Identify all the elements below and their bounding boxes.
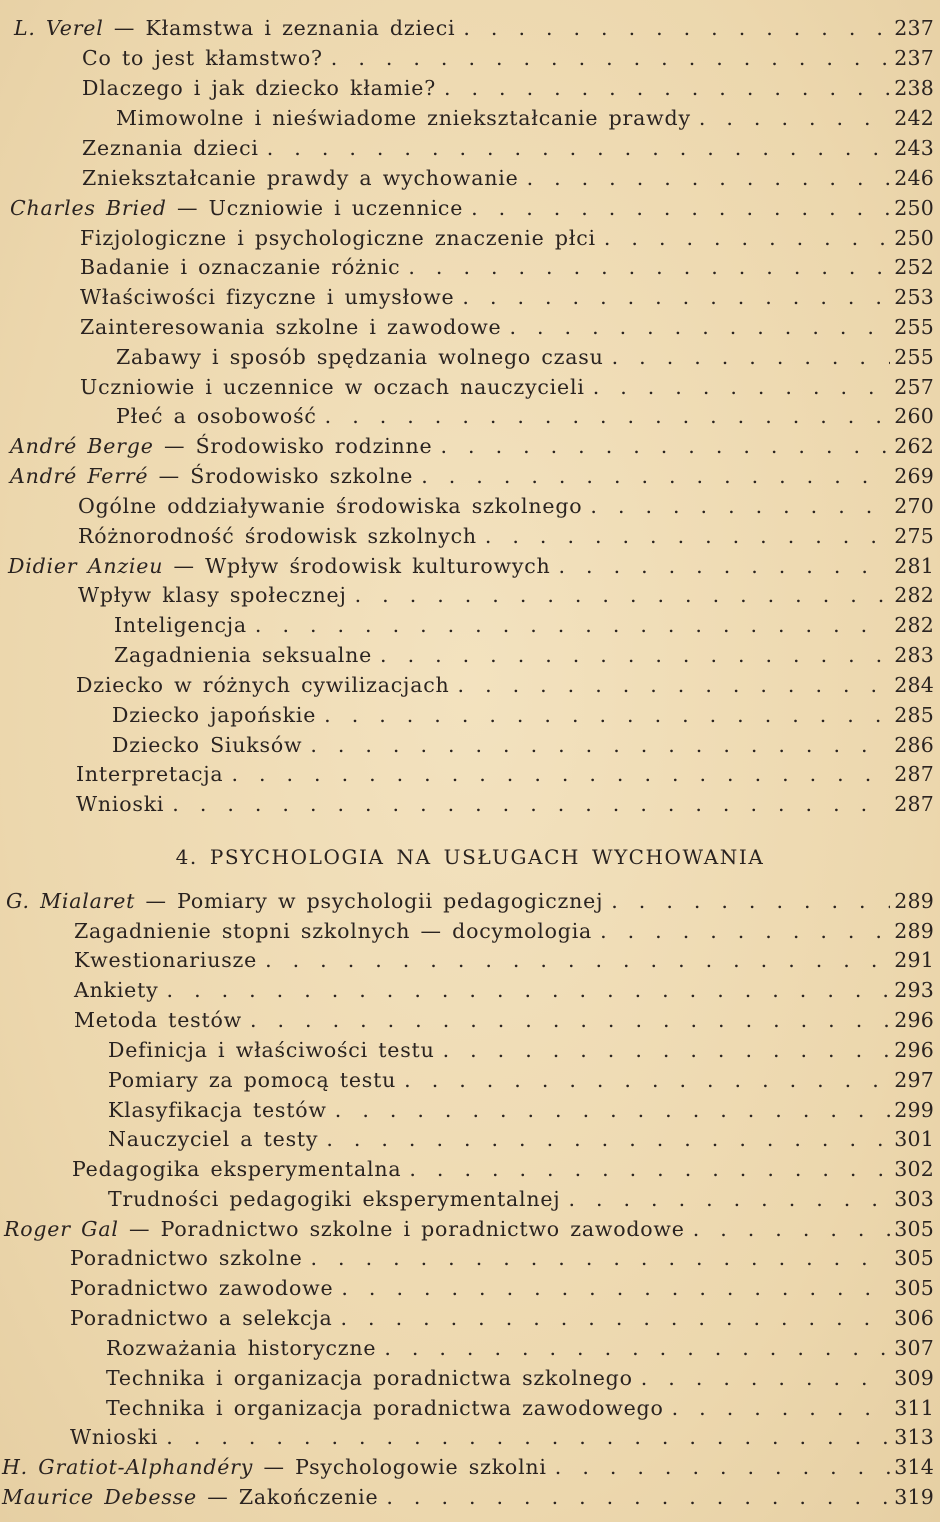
toc-entry [78, 580, 934, 610]
entry-title: Trudności pedagogiki eksperymentalnej [108, 1187, 561, 1211]
entry-title: Inteligencja [114, 613, 247, 637]
toc-entry [108, 1184, 934, 1214]
page-number: 243 [894, 136, 934, 160]
entry-title: Dlaczego i jak dziecko kłamie? [82, 76, 436, 100]
page-number: 255 [894, 345, 934, 369]
dot-leader [409, 1154, 890, 1184]
toc-entry [106, 1363, 934, 1393]
page-number: 270 [894, 494, 934, 518]
dot-leader [250, 1005, 890, 1035]
toc-entry [82, 43, 934, 73]
entry-title: Mimowolne i nieświadome zniekształcanie prawdy [116, 106, 691, 130]
toc-entry [106, 1333, 934, 1363]
page-number: 282 [894, 613, 934, 637]
page-number: 287 [894, 762, 934, 786]
toc-entry [112, 730, 934, 760]
entry-author: G. Mialaret [6, 889, 136, 913]
page-number: 250 [894, 226, 934, 250]
dot-leader [559, 551, 891, 581]
toc-entry [78, 491, 934, 521]
entry-title: Badanie i oznaczanie różnic [80, 255, 401, 279]
page-number: 282 [894, 583, 934, 607]
page-number: 257 [894, 375, 934, 399]
page-number: 237 [894, 16, 934, 40]
entry-title: Poradnictwo a selekcja [70, 1306, 333, 1330]
toc-entry [80, 282, 934, 312]
toc-entry [108, 1124, 934, 1154]
page-number: 313 [894, 1425, 934, 1449]
dot-leader [641, 1363, 891, 1393]
page-number: 260 [894, 404, 934, 428]
entry-author: Charles Bried [10, 196, 167, 220]
page-number: 255 [894, 315, 934, 339]
page-number: 242 [894, 106, 934, 130]
dot-leader [267, 133, 891, 163]
toc-chapter-entry [2, 1452, 934, 1482]
toc-entry [76, 759, 934, 789]
page-number: 250 [894, 196, 934, 220]
dot-leader [527, 163, 891, 193]
toc-chapter-entry [10, 431, 934, 461]
entry-title: Właściwości fizyczne i umysłowe [80, 285, 455, 309]
toc-entry [74, 945, 934, 975]
author-separator: — [253, 1455, 296, 1479]
toc-entry [72, 1154, 934, 1184]
entry-author: André Berge [10, 434, 154, 458]
dot-leader [341, 1303, 891, 1333]
author-separator: — [153, 434, 196, 458]
dot-leader [604, 223, 890, 253]
toc-entry [80, 223, 934, 253]
entry-author: H. Gratiot-Alphandéry [2, 1455, 254, 1479]
dot-leader [355, 580, 891, 610]
entry-title: Nauczyciel a testy [108, 1127, 319, 1151]
toc-chapter-entry [10, 461, 934, 491]
toc-entry [108, 1095, 934, 1125]
dot-leader [384, 1333, 890, 1363]
entry-title: Zakończenie [238, 1485, 379, 1509]
dot-leader [699, 103, 890, 133]
dot-leader [471, 193, 890, 223]
page-number: 302 [894, 1157, 934, 1181]
entry-title: Klasyfikacja testów [108, 1098, 327, 1122]
page-number: 297 [894, 1068, 934, 1092]
dot-leader [167, 975, 891, 1005]
entry-title: Rozważania historyczne [106, 1336, 377, 1360]
page-number: 314 [894, 1455, 934, 1479]
page-number: 281 [894, 554, 934, 578]
dot-leader [693, 1214, 891, 1244]
toc-entry [74, 1005, 934, 1035]
entry-author: André Ferré [10, 464, 149, 488]
entry-title: Dziecko Siuksów [112, 733, 303, 757]
dot-leader [324, 700, 890, 730]
dot-leader [421, 461, 890, 491]
toc-entry [80, 252, 934, 282]
entry-title: Dziecko w różnych cywilizacjach [76, 673, 450, 697]
entry-title: Płeć a osobowość [116, 404, 317, 428]
dot-leader [600, 916, 890, 946]
dot-leader [166, 1422, 890, 1452]
entry-title: Środowisko szkolne [190, 464, 414, 488]
section-heading: 4. PSYCHOLOGIA NA USŁUGACH WYCHOWANIA [175, 845, 765, 869]
dot-leader [325, 401, 891, 431]
entry-title: Wnioski [70, 1425, 159, 1449]
dot-leader [255, 610, 890, 640]
entry-title: Pomiary w psychologii pedagogicznej [177, 889, 604, 913]
page-number: 269 [894, 464, 934, 488]
entry-title: Różnorodność środowisk szkolnych [78, 524, 477, 548]
entry-title: Pomiary za pomocą testu [108, 1068, 397, 1092]
toc-entry [78, 521, 934, 551]
entry-title: Kłamstwa i zeznania dzieci [145, 16, 456, 40]
toc-entry [112, 700, 934, 730]
page-number: 252 [894, 255, 934, 279]
page-number: 305 [894, 1217, 934, 1241]
page-number: 284 [894, 673, 934, 697]
entry-title: Zeznania dzieci [82, 136, 259, 160]
toc-chapter-entry [2, 1482, 934, 1512]
toc-chapter-entry [10, 193, 934, 223]
page-number: 296 [894, 1038, 934, 1062]
entry-title: Wnioski [76, 792, 165, 816]
dot-leader [231, 759, 890, 789]
dot-leader [310, 730, 890, 760]
dot-leader [462, 282, 890, 312]
toc-entry [74, 975, 934, 1005]
entry-title: Poradnictwo zawodowe [70, 1276, 334, 1300]
dot-leader [326, 1124, 890, 1154]
toc-entry [70, 1243, 934, 1273]
toc-entry [114, 610, 934, 640]
dot-leader [443, 1035, 891, 1065]
dot-leader [593, 372, 891, 402]
toc-entry [108, 1065, 934, 1095]
page-number: 246 [894, 166, 934, 190]
entry-title: Zagadnienia seksualne [114, 643, 373, 667]
toc-entry [76, 789, 934, 819]
entry-title: Metoda testów [74, 1008, 242, 1032]
author-separator: — [196, 1485, 239, 1509]
entry-title: Poradnictwo szkolne [70, 1246, 303, 1270]
entry-title: Środowisko rodzinne [195, 434, 433, 458]
toc-chapter-entry [8, 551, 934, 581]
dot-leader [590, 491, 890, 521]
dot-leader [331, 43, 890, 73]
entry-author: Maurice Debesse [2, 1485, 197, 1509]
dot-leader [172, 789, 890, 819]
page-number: 303 [894, 1187, 934, 1211]
toc-entry [116, 401, 934, 431]
toc-entry [70, 1422, 934, 1452]
toc-entry [114, 640, 934, 670]
page-number: 262 [894, 434, 934, 458]
page-number: 238 [894, 76, 934, 100]
dot-leader [404, 1065, 890, 1095]
dot-leader [463, 13, 890, 43]
page-number: 296 [894, 1008, 934, 1032]
toc-entry [82, 163, 934, 193]
entry-title: Co to jest kłamstwo? [82, 46, 323, 70]
toc-entry [80, 372, 934, 402]
page-number: 275 [894, 524, 934, 548]
dot-leader [408, 252, 890, 282]
toc-entry [116, 342, 934, 372]
author-separator: — [103, 16, 146, 40]
page-number: 319 [894, 1485, 934, 1509]
dot-leader [458, 670, 891, 700]
author-separator: — [166, 196, 209, 220]
dot-leader [509, 312, 890, 342]
entry-author: Didier Anzieu [8, 554, 164, 578]
author-separator: — [118, 1217, 161, 1241]
entry-author: L. Verel [14, 16, 104, 40]
entry-title: Technika i organizacja poradnictwa szkolnego [106, 1366, 633, 1390]
toc-entry [80, 312, 934, 342]
toc-entry [108, 1035, 934, 1065]
entry-title: Poradnictwo szkolne i poradnictwo zawodowe [160, 1217, 685, 1241]
dot-leader [341, 1273, 890, 1303]
entry-title: Zainteresowania szkolne i zawodowe [80, 315, 502, 339]
toc-entry [76, 670, 934, 700]
toc-chapter-entry [4, 1214, 934, 1244]
entry-title: Technika i organizacja poradnictwa zawodowego [106, 1396, 664, 1420]
entry-title: Dziecko japońskie [112, 703, 317, 727]
page-number: 253 [894, 285, 934, 309]
entry-title: Kwestionariusze [74, 948, 258, 972]
dot-leader [441, 431, 891, 461]
entry-title: Uczniowie i uczennice w oczach nauczycieli [80, 375, 585, 399]
page-number: 301 [894, 1127, 934, 1151]
page-number: 307 [894, 1336, 934, 1360]
entry-title: Ankiety [74, 978, 159, 1002]
entry-title: Zniekształcanie prawdy a wychowanie [82, 166, 519, 190]
dot-leader [485, 521, 890, 551]
page-number: 289 [894, 889, 934, 913]
entry-title: Interpretacja [76, 762, 224, 786]
toc-entry [106, 1393, 934, 1423]
toc-chapter-entry [6, 886, 934, 916]
dot-leader [386, 1482, 890, 1512]
dot-leader [672, 1393, 891, 1423]
page-number: 286 [894, 733, 934, 757]
page-number: 289 [894, 919, 934, 943]
page-number: 311 [894, 1396, 934, 1420]
entry-title: Fizjologiczne i psychologiczne znaczenie płci [80, 226, 596, 250]
entry-title: Uczniowie i uczennice [208, 196, 464, 220]
author-separator: — [148, 464, 191, 488]
dot-leader [335, 1095, 890, 1125]
dot-leader [444, 73, 890, 103]
toc-entry [116, 103, 934, 133]
author-separator: — [163, 554, 206, 578]
entry-title: Wpływ klasy społecznej [78, 583, 347, 607]
entry-author: Roger Gal [4, 1217, 119, 1241]
page-number: 305 [894, 1276, 934, 1300]
entry-title: Psychologowie szkolni [295, 1455, 547, 1479]
dot-leader [265, 945, 890, 975]
dot-leader [311, 1243, 891, 1273]
toc-entry [82, 73, 934, 103]
dot-leader [612, 342, 891, 372]
page-number: 291 [894, 948, 934, 972]
dot-leader [568, 1184, 890, 1214]
page-number: 283 [894, 643, 934, 667]
page-number: 287 [894, 792, 934, 816]
toc-entry [70, 1303, 934, 1333]
entry-title: Zagadnienie stopni szkolnych — docymologia [74, 919, 593, 943]
page-number: 306 [894, 1306, 934, 1330]
dot-leader [611, 886, 890, 916]
toc-entry [74, 916, 934, 946]
page-number: 299 [894, 1098, 934, 1122]
dot-leader [380, 640, 890, 670]
author-separator: — [135, 889, 178, 913]
entry-title: Zabawy i sposób spędzania wolnego czasu [116, 345, 604, 369]
page-number: 309 [894, 1366, 934, 1390]
toc-entry [82, 133, 934, 163]
toc-chapter-entry [14, 13, 934, 43]
page-number: 237 [894, 46, 934, 70]
page-number: 305 [894, 1246, 934, 1270]
entry-title: Definicja i właściwości testu [108, 1038, 435, 1062]
entry-title: Wpływ środowisk kulturowych [205, 554, 551, 578]
entry-title: Ogólne oddziaływanie środowiska szkolnego [78, 494, 583, 518]
toc-entry [70, 1273, 934, 1303]
page-number: 293 [894, 978, 934, 1002]
entry-title: Pedagogika eksperymentalna [72, 1157, 402, 1181]
page-number: 285 [894, 703, 934, 727]
dot-leader [555, 1452, 890, 1482]
